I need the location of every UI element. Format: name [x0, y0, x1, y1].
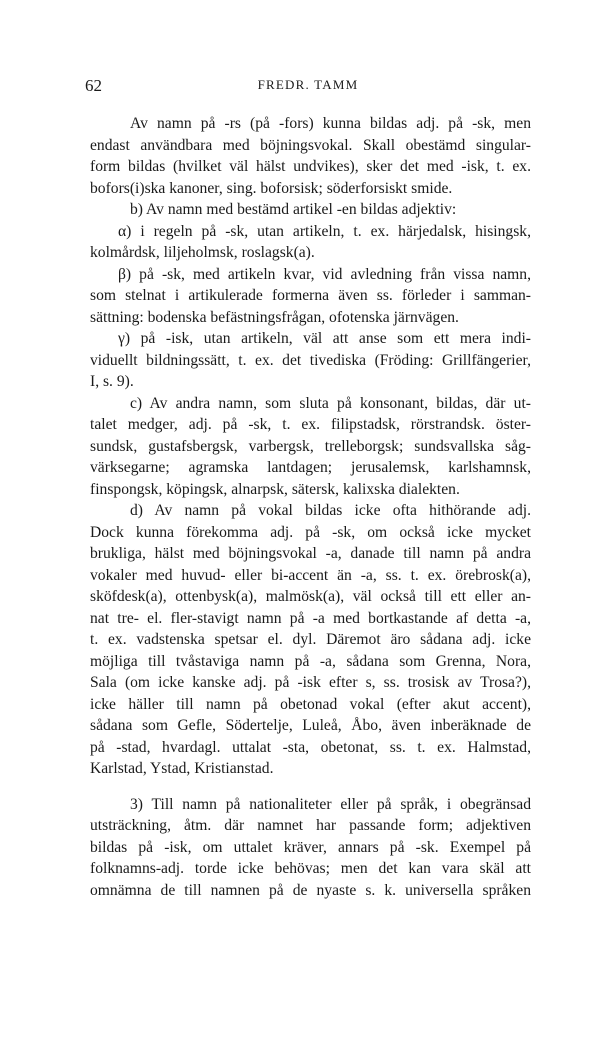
text-line: c) Av andra namn, som sluta på konsonant, bildas, där ut- — [130, 394, 531, 412]
text-line: α) i regeln på -sk, utan artikeln, t. ex. härjedalsk, hisingsk, — [118, 222, 531, 240]
text-line: talet medger, adj. på -sk, t. ex. filipstadsk, rörstrandsk. öster- — [90, 416, 531, 433]
text-line: omnämna de till namnen på de nyaste s. k. universella språken — [90, 881, 531, 899]
text-line: kolmårdsk, liljeholmsk, roslagsk(a). — [90, 244, 315, 261]
text-line: Av namn på -rs (på -fors) kunna bildas adj. på -sk, men — [130, 115, 531, 132]
text-line: sättning: bodenska befästningsfrågan, ofotenska järnvägen. — [90, 308, 459, 326]
text-line: d) Av namn på vokal bildas icke ofta hithörande adj. — [130, 502, 531, 519]
text-line: bildas på -isk, om uttalet kräver, annars på -sk. Exempel på — [90, 838, 531, 856]
text-line: Dock kunna förekomma adj. på -sk, om också icke mycket — [90, 523, 531, 541]
text-line: icke häller till namn på obetonad vokal (efter akut accent), — [90, 695, 531, 713]
text-line: på -stad, hvardagl. uttalat -sta, obetonat, ss. t. ex. Halmstad, — [90, 738, 531, 756]
text-line: som stelnat i artikulerade formerna även ss. förleder i samman- — [90, 287, 531, 304]
text-line: sådana som Gefle, Södertelje, Luleå, Åbo, även inberäknade de — [90, 717, 531, 734]
text-line: I, s. 9). — [90, 373, 134, 390]
text-line: Sala (om icke kanske adj. på -isk efter s, ss. trosisk av Trosa?), — [90, 674, 531, 691]
text-line: sköfdesk(a), ottenbysk(a), malmösk(a), väl också till ett eller an- — [90, 588, 531, 605]
text-line: finspongsk, köpingsk, alnarpsk, sätersk, kalixska dialekten. — [90, 480, 460, 498]
text-line: 3) Till namn på nationaliteter eller på språk, i obegränsad — [130, 795, 531, 813]
text-line: t. ex. vadstenska spetsar el. dyl. Däremot äro sådana adj. icke — [90, 631, 531, 648]
text-line: bofors(i)ska kanoner, sing. boforsisk; söderforsiskt smide. — [90, 179, 453, 197]
text-line: vokaler med huvud- eller bi-accent än -a, ss. t. ex. örebrosk(a), — [90, 566, 531, 584]
text-line: nat tre- el. fler-stavigt namn på -a med bortkastande af detta -a, — [90, 609, 531, 627]
text-line: möjliga till tvåstaviga namn på -a, sådana som Grenna, Nora, — [90, 652, 531, 670]
running-title: FREDR. TAMM — [257, 77, 359, 92]
text-line: β) på -sk, med artikeln kvar, vid avledning från vissa namn, — [118, 265, 531, 283]
text-line: värksegarne; agramska lantdagen; jerusalemsk, karlshamnsk, — [90, 459, 531, 476]
page-body — [90, 113, 531, 901]
text-line: Karlstad, Ystad, Kristianstad. — [90, 760, 274, 777]
paragraph-gap — [90, 780, 531, 794]
text-line: sundsk, gustafsbergsk, varbergsk, trelleborgsk; sundsvallska såg- — [90, 437, 531, 455]
text-line: viduellt bildningssätt, t. ex. det tivediska (Fröding: Grillfängerier, — [90, 351, 531, 369]
text-line: γ) på -isk, utan artikeln, väl att anse som ett mera indi- — [118, 330, 531, 347]
text-line: b) Av namn med bestämd artikel -en bildas adjektiv: — [130, 201, 457, 218]
text-line: form bildas (hvilket väl hälst undvikes), sker det med -isk, t. ex. — [90, 158, 531, 175]
page-number: 62 — [85, 76, 102, 95]
text-line: folknamns-adj. torde icke behövas; men det kan vara skäl att — [90, 860, 531, 877]
text-line: brukliga, hälst med böjningsvokal -a, danade till namn på andra — [90, 545, 531, 562]
text-line: endast användbara med böjningsvokal. Skall obestämd singular- — [90, 136, 531, 154]
text-line: utsträckning, åtm. där namnet har passande form; adjektiven — [90, 817, 531, 834]
